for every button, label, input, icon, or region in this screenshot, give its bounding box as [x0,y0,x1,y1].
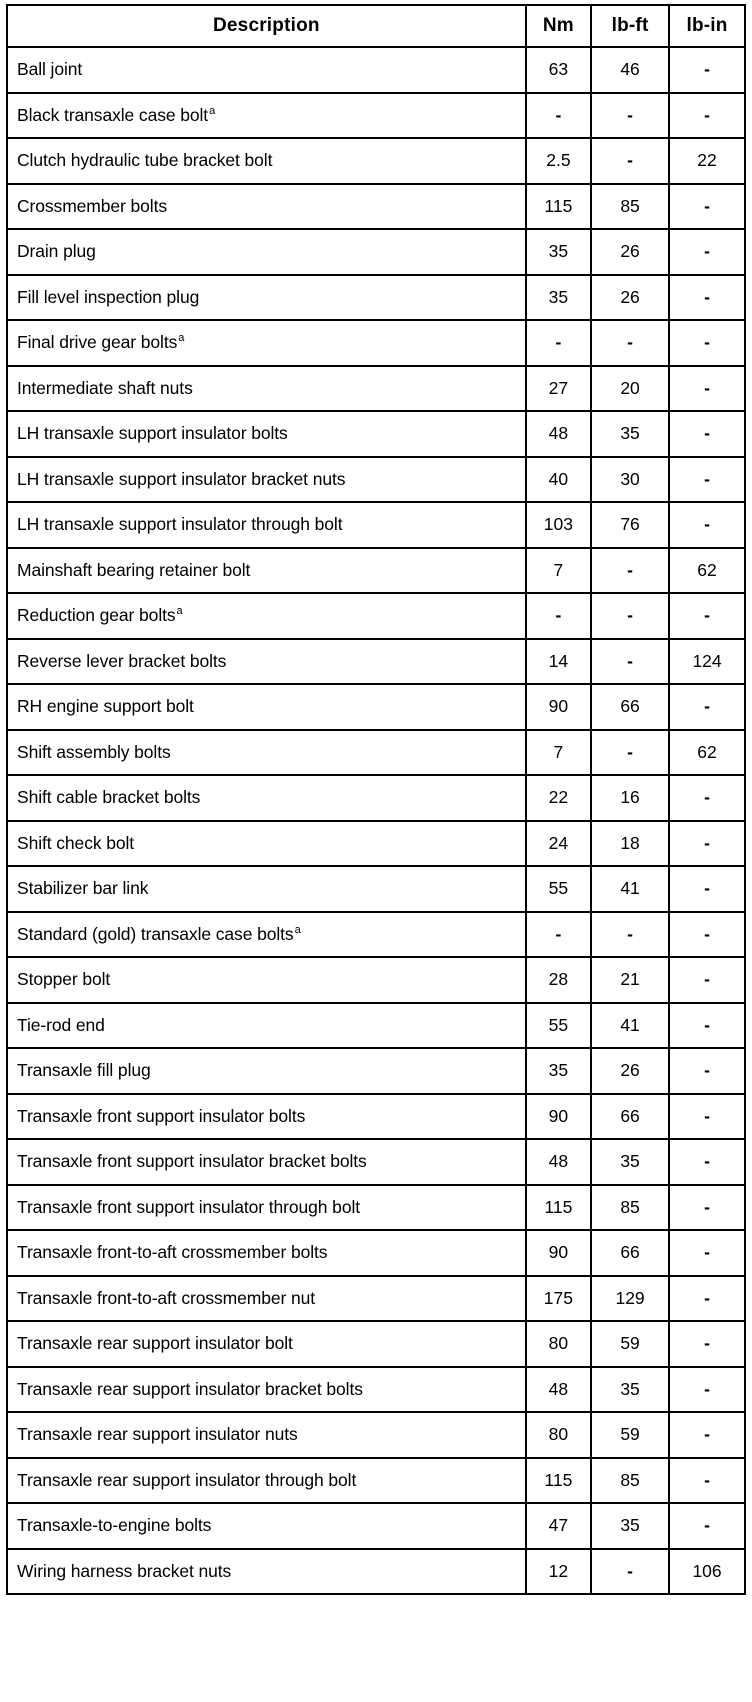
table-row [7,593,745,639]
cell-lb-ft: 30 [591,457,669,503]
cell-lb-in: - [669,1003,745,1049]
cell-lb-ft: - [591,320,669,366]
description-text: Fill level inspection plug [17,286,200,307]
cell-nm: 115 [526,1458,591,1504]
table-row [7,1321,745,1367]
cell-nm: 80 [526,1412,591,1458]
cell-description [7,1276,526,1322]
cell-lb-in: - [669,184,745,230]
description-text: Transaxle fill plug [17,1060,151,1081]
description-text: Intermediate shaft nuts [17,377,193,398]
table-row [7,1367,745,1413]
cell-lb-ft: 41 [591,1003,669,1049]
cell-lb-ft: 76 [591,502,669,548]
table-row [7,502,745,548]
cell-lb-in: - [669,866,745,912]
cell-nm: 175 [526,1276,591,1322]
cell-lb-ft: 46 [591,47,669,93]
cell-lb-in: 62 [669,548,745,594]
cell-description [7,184,526,230]
cell-nm: 90 [526,684,591,730]
description-text: Drain plug [17,241,96,262]
cell-nm: 115 [526,184,591,230]
cell-nm: 35 [526,275,591,321]
cell-lb-ft: 85 [591,1458,669,1504]
description-text: Clutch hydraulic tube bracket bolt [17,150,273,171]
cell-nm: 35 [526,229,591,275]
cell-lb-ft: - [591,730,669,776]
cell-nm: 22 [526,775,591,821]
cell-nm: 12 [526,1549,591,1595]
cell-nm: 7 [526,730,591,776]
cell-description [7,821,526,867]
table-row [7,684,745,730]
cell-lb-ft: 59 [591,1321,669,1367]
cell-lb-in: - [669,1412,745,1458]
cell-lb-ft: 35 [591,1367,669,1413]
table-row [7,1412,745,1458]
cell-lb-in: 62 [669,730,745,776]
column-header-lb-ft: lb-ft [591,5,669,47]
table-row [7,47,745,93]
cell-lb-ft: 35 [591,1139,669,1185]
cell-lb-ft: - [591,593,669,639]
cell-lb-in: - [669,821,745,867]
cell-nm: 63 [526,47,591,93]
table-row [7,775,745,821]
cell-nm: 24 [526,821,591,867]
column-header-description: Description [7,5,526,47]
description-text: Shift check bolt [17,832,135,853]
cell-lb-ft: 18 [591,821,669,867]
description-text: Reduction gear bolts [17,605,176,626]
table-row [7,639,745,685]
cell-lb-in: - [669,457,745,503]
cell-lb-in: - [669,1094,745,1140]
cell-lb-ft: 85 [591,1185,669,1231]
cell-lb-ft: 20 [591,366,669,412]
table-row [7,912,745,958]
cell-lb-ft: 35 [591,411,669,457]
cell-lb-ft: - [591,548,669,594]
cell-description [7,775,526,821]
cell-description [7,229,526,275]
column-header-nm: Nm [526,5,591,47]
column-header-lb-in: lb-in [669,5,745,47]
table-row [7,821,745,867]
table-row [7,138,745,184]
cell-lb-in: - [669,1321,745,1367]
cell-lb-ft: - [591,912,669,958]
table-row [7,229,745,275]
table-row [7,1048,745,1094]
cell-description [7,593,526,639]
cell-description [7,1185,526,1231]
cell-nm: - [526,93,591,139]
cell-nm: 48 [526,1367,591,1413]
cell-nm: 103 [526,502,591,548]
cell-lb-ft: 85 [591,184,669,230]
cell-lb-in: - [669,1139,745,1185]
cell-nm: 55 [526,866,591,912]
cell-description [7,93,526,139]
cell-description [7,639,526,685]
description-text: Transaxle front support insulator through bolt [17,1196,360,1217]
cell-lb-in: - [669,1185,745,1231]
cell-description [7,275,526,321]
cell-lb-ft: 66 [591,1230,669,1276]
footnote-marker: a [176,605,183,618]
cell-lb-in: - [669,411,745,457]
description-text: Transaxle rear support insulator nuts [17,1424,298,1445]
cell-nm: 55 [526,1003,591,1049]
cell-lb-ft: 66 [591,1094,669,1140]
table-row [7,548,745,594]
cell-lb-in: - [669,502,745,548]
cell-description [7,320,526,366]
cell-nm: 48 [526,411,591,457]
description-text: LH transaxle support insulator bolts [17,423,288,444]
cell-lb-in: - [669,912,745,958]
description-text: Standard (gold) transaxle case bolts [17,923,294,944]
cell-nm: 40 [526,457,591,503]
cell-lb-ft: 129 [591,1276,669,1322]
table-row [7,411,745,457]
table-row [7,1139,745,1185]
table-row [7,1185,745,1231]
cell-lb-in: - [669,775,745,821]
cell-nm: - [526,593,591,639]
cell-nm: 80 [526,1321,591,1367]
cell-lb-in: - [669,1230,745,1276]
cell-lb-ft: - [591,138,669,184]
cell-description [7,548,526,594]
cell-lb-in: - [669,366,745,412]
description-text: LH transaxle support insulator bracket nuts [17,468,346,489]
cell-description [7,912,526,958]
description-text: Shift assembly bolts [17,741,171,762]
torque-specifications-table [6,4,746,1595]
cell-lb-ft: 26 [591,1048,669,1094]
cell-description [7,684,526,730]
cell-description [7,138,526,184]
cell-lb-in: - [669,1458,745,1504]
footnote-marker: a [294,923,301,936]
table-header [7,5,745,47]
description-text: Transaxle-to-engine bolts [17,1515,212,1536]
cell-lb-in: - [669,1276,745,1322]
cell-nm: 28 [526,957,591,1003]
cell-lb-ft: 26 [591,229,669,275]
cell-nm: 27 [526,366,591,412]
cell-description [7,1230,526,1276]
description-text: Wiring harness bracket nuts [17,1560,232,1581]
table-row [7,1276,745,1322]
cell-lb-in: 124 [669,639,745,685]
table-row [7,320,745,366]
description-text: Mainshaft bearing retainer bolt [17,559,251,580]
cell-lb-in: - [669,47,745,93]
description-text: Transaxle rear support insulator through bolt [17,1469,357,1490]
cell-description [7,866,526,912]
cell-lb-in: - [669,1503,745,1549]
cell-lb-in: - [669,593,745,639]
cell-lb-ft: 21 [591,957,669,1003]
description-text: Crossmember bolts [17,195,168,216]
description-text: Transaxle rear support insulator bracket bolts [17,1378,363,1399]
table-row [7,1003,745,1049]
cell-description [7,411,526,457]
cell-lb-in: 106 [669,1549,745,1595]
cell-lb-ft: 35 [591,1503,669,1549]
description-text: Tie-rod end [17,1014,105,1035]
cell-lb-in: - [669,275,745,321]
cell-lb-ft: 41 [591,866,669,912]
cell-description [7,1503,526,1549]
cell-lb-in: 22 [669,138,745,184]
table-row [7,93,745,139]
description-text: Transaxle rear support insulator bolt [17,1333,293,1354]
cell-nm: - [526,912,591,958]
table-header-row [7,5,745,47]
description-text: Reverse lever bracket bolts [17,650,227,671]
description-text: RH engine support bolt [17,696,194,717]
description-text: Transaxle front support insulator bolts [17,1105,306,1126]
table-row [7,1094,745,1140]
cell-lb-in: - [669,684,745,730]
table-row [7,457,745,503]
cell-lb-in: - [669,1367,745,1413]
cell-lb-ft: - [591,639,669,685]
cell-description [7,1549,526,1595]
table-row [7,866,745,912]
footnote-marker: a [178,332,185,345]
cell-lb-ft: 66 [591,684,669,730]
cell-description [7,1048,526,1094]
cell-lb-in: - [669,229,745,275]
description-text: Transaxle front-to-aft crossmember bolts [17,1242,328,1263]
cell-description [7,1094,526,1140]
cell-description [7,502,526,548]
cell-description [7,1458,526,1504]
cell-lb-ft: 16 [591,775,669,821]
description-text: Final drive gear bolts [17,332,178,353]
table-row [7,1230,745,1276]
description-text: Stabilizer bar link [17,878,149,899]
table-row [7,1458,745,1504]
cell-nm: 35 [526,1048,591,1094]
table-row [7,1549,745,1595]
table-row [7,730,745,776]
table-row [7,366,745,412]
description-text: Stopper bolt [17,969,111,990]
cell-nm: 7 [526,548,591,594]
cell-lb-ft: 26 [591,275,669,321]
cell-nm: 115 [526,1185,591,1231]
cell-nm: 90 [526,1230,591,1276]
cell-description [7,957,526,1003]
cell-nm: 47 [526,1503,591,1549]
table-row [7,184,745,230]
cell-description [7,1139,526,1185]
description-text: Transaxle front support insulator bracket bolts [17,1151,367,1172]
cell-nm: 48 [526,1139,591,1185]
cell-description [7,366,526,412]
cell-nm: 90 [526,1094,591,1140]
cell-nm: 2.5 [526,138,591,184]
table-row [7,1503,745,1549]
cell-description [7,457,526,503]
cell-lb-ft: - [591,1549,669,1595]
table-body [7,47,745,1594]
description-text: Shift cable bracket bolts [17,787,201,808]
footnote-marker: a [209,104,216,117]
cell-nm: 14 [526,639,591,685]
description-text: Black transaxle case bolt [17,104,209,125]
description-text: LH transaxle support insulator through bolt [17,514,343,535]
description-text: Transaxle front-to-aft crossmember nut [17,1287,316,1308]
cell-lb-in: - [669,320,745,366]
cell-description [7,1321,526,1367]
cell-description [7,1003,526,1049]
cell-lb-in: - [669,1048,745,1094]
cell-lb-ft: - [591,93,669,139]
cell-description [7,47,526,93]
table-row [7,957,745,1003]
cell-lb-ft: 59 [591,1412,669,1458]
table-row [7,275,745,321]
description-text: Ball joint [17,59,83,80]
cell-nm: - [526,320,591,366]
cell-description [7,1412,526,1458]
cell-lb-in: - [669,93,745,139]
cell-description [7,730,526,776]
cell-description [7,1367,526,1413]
cell-lb-in: - [669,957,745,1003]
